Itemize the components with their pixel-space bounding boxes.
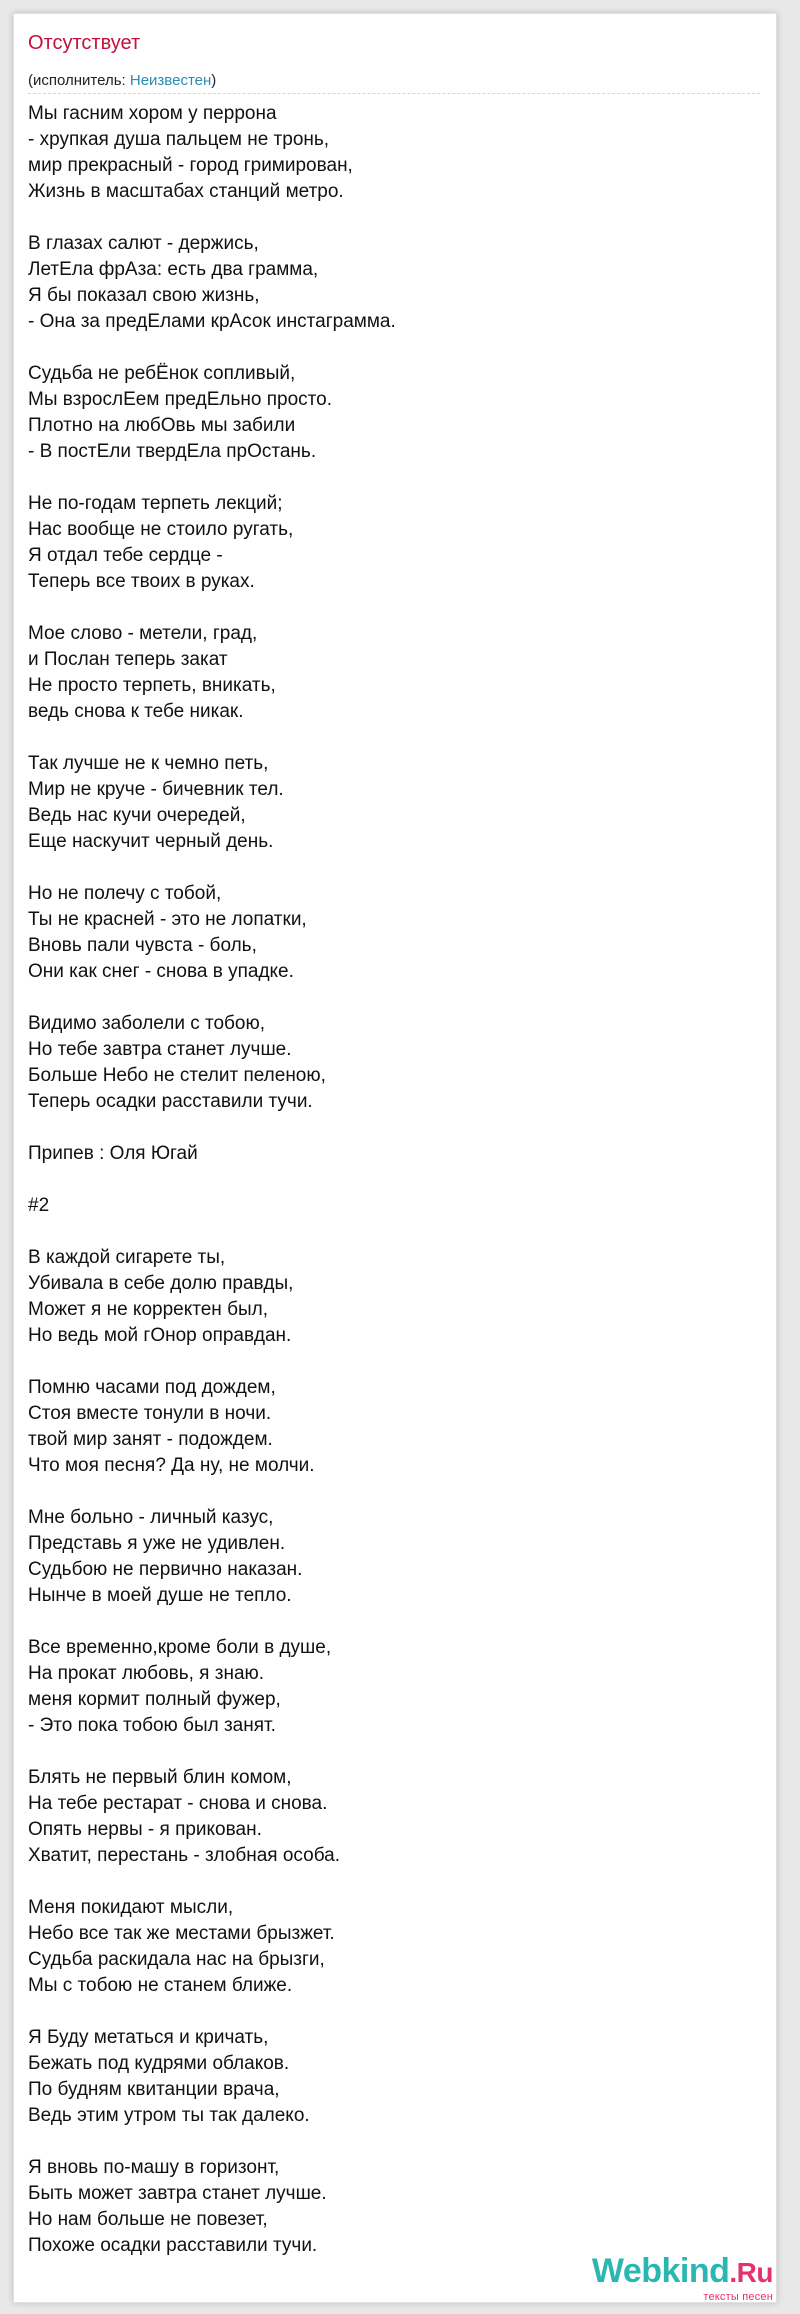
lyric-line: Но нам больше не повезет, — [28, 2209, 268, 2230]
stanza-break — [28, 1349, 748, 1375]
lyric-line: - хрупкая душа пальцем не тронь, — [28, 129, 330, 150]
stanza-break — [28, 205, 748, 231]
lyric-line: Убивала в себе долю правды, — [28, 1273, 294, 1294]
stanza-break — [28, 855, 748, 881]
lyric-line: Судьба раскидала нас на брызги, — [28, 1949, 325, 1970]
lyric-line: Жизнь в масштабах станций метро. — [28, 181, 344, 202]
logo-tagline: тексты песен — [703, 2291, 773, 2303]
lyric-line: Ты не красней - это не лопатки, — [28, 909, 307, 930]
lyric-line: Похоже осадки расставили тучи. — [28, 2235, 318, 2256]
lyric-line: Я вновь по-машу в горизонт, — [28, 2157, 280, 2178]
lyric-line: Но не полечу с тобой, — [28, 883, 222, 904]
lyric-line: В каждой сигарете ты, — [28, 1247, 226, 1268]
lyric-line: Не просто терпеть, вникать, — [28, 675, 276, 696]
lyric-line: Мне больно - личный казус, — [28, 1507, 274, 1528]
lyric-line: Видимо заболели с тобою, — [28, 1013, 266, 1034]
lyric-line: Ведь нас кучи очередей, — [28, 805, 246, 826]
lyric-line: Я бы показал свою жизнь, — [28, 285, 260, 306]
lyric-line: Опять нервы - я прикован. — [28, 1819, 262, 1840]
lyric-line: Мы с тобою не станем ближе. — [28, 1975, 293, 1996]
lyric-line: меня кормит полный фужер, — [28, 1689, 281, 1710]
stanza-break — [28, 1479, 748, 1505]
lyric-line: Но тебе завтра станет лучше. — [28, 1039, 292, 1060]
lyric-line: Нынче в моей душе не тепло. — [28, 1585, 292, 1606]
lyric-line: Так лучше не к чемно петь, — [28, 753, 269, 774]
lyric-line: Блять не первый блин комом, — [28, 1767, 292, 1788]
stanza-break — [28, 1739, 748, 1765]
lyric-line: Мы взрослЕем предЕльно просто. — [28, 389, 332, 410]
logo-brand: Webkind — [591, 2252, 730, 2290]
lyric-line: Вновь пали чувста - боль, — [28, 935, 257, 956]
lyric-line: Я Буду метаться и кричать, — [28, 2027, 269, 2048]
lyric-line: Может я не корректен был, — [28, 1299, 268, 1320]
lyric-line: Не по-годам терпеть лекций; — [28, 493, 283, 514]
lyric-line: твой мир занят - подождем. — [28, 1429, 273, 1450]
lyric-line: и Послан теперь закат — [28, 649, 228, 670]
lyric-line: В глазах салют - держись, — [28, 233, 259, 254]
lyric-line: Ведь этим утром ты так далеко. — [28, 2105, 310, 2126]
stanza-break — [28, 2129, 748, 2155]
lyric-line: #2 — [28, 1195, 50, 1216]
lyric-line: мир прекрасный - город гримирован, — [28, 155, 353, 176]
lyric-line: Небо все так же местами брызжет. — [28, 1923, 335, 1944]
lyrics-text — [28, 101, 748, 2259]
lyric-line: Все временно,кроме боли в душе, — [28, 1637, 332, 1658]
stanza-break — [28, 1869, 748, 1895]
stanza-break — [28, 1999, 748, 2025]
lyric-line: На тебе рестарат - снова и снова. — [28, 1793, 328, 1814]
lyric-line: ведь снова к тебе никак. — [28, 701, 244, 722]
lyric-line: По будням квитанции врача, — [28, 2079, 280, 2100]
performer-suffix: ) — [211, 72, 217, 89]
stanza-break — [28, 465, 748, 491]
stanza-break — [28, 725, 748, 751]
song-title: Отсутствует — [28, 32, 141, 54]
stanza-break — [28, 595, 748, 621]
lyric-line: Плотно на любОвь мы забили — [28, 415, 296, 436]
lyric-line: Теперь осадки расставили тучи. — [28, 1091, 313, 1112]
lyric-line: Представь я уже не удивлен. — [28, 1533, 286, 1554]
stanza-break — [28, 335, 748, 361]
stanza-break — [28, 1115, 748, 1141]
stanza-break — [28, 1219, 748, 1245]
lyric-line: Судьба не ребЁнок сопливый, — [28, 363, 296, 384]
lyric-line: Судьбою не первично наказан. — [28, 1559, 303, 1580]
lyric-line: - Это пока тобою был занят. — [28, 1715, 276, 1736]
lyric-line: Еще наскучит черный день. — [28, 831, 274, 852]
stanza-break — [28, 1609, 748, 1635]
lyric-line: Я отдал тебе сердце - — [28, 545, 223, 566]
performer-prefix: (исполнитель: — [28, 72, 130, 89]
lyric-line: Бежать под кудрями облаков. — [28, 2053, 290, 2074]
performer-link[interactable]: Неизвестен — [129, 72, 212, 89]
stanza-break — [28, 985, 748, 1011]
lyric-line: На прокат любовь, я знаю. — [28, 1663, 265, 1684]
performer-line — [28, 71, 216, 90]
lyric-line: Больше Небо не стелит пеленою, — [28, 1065, 326, 1086]
lyric-line: Они как снег - снова в упадке. — [28, 961, 294, 982]
lyric-line: Помню часами под дождем, — [28, 1377, 276, 1398]
lyric-line: Быть может завтра станет лучше. — [28, 2183, 327, 2204]
lyric-line: - Она за предЕлами крАсок инстаграмма. — [28, 311, 396, 332]
lyric-line: ЛетЕла фрАза: есть два грамма, — [28, 259, 319, 280]
lyric-line: Мы гасним хором у перрона — [28, 103, 277, 124]
logo-wordmark — [592, 2254, 773, 2290]
lyric-line: Стоя вместе тонули в ночи. — [28, 1403, 272, 1424]
lyric-line: Нас вообще не стоило ругать, — [28, 519, 294, 540]
lyric-line: Меня покидают мысли, — [28, 1897, 234, 1918]
lyric-line: Мое слово - метели, град, — [28, 623, 258, 644]
lyric-line: Теперь все твоих в руках. — [28, 571, 255, 592]
logo-tld: .Ru — [729, 2257, 773, 2288]
lyric-line: Припев : Оля Югай — [28, 1143, 198, 1164]
lyric-line: Мир не круче - бичевник тел. — [28, 779, 284, 800]
lyric-line: - В постЕли твердЕла прОстань. — [28, 441, 317, 462]
site-logo[interactable] — [592, 2254, 773, 2303]
stanza-break — [28, 1167, 748, 1193]
header-divider — [28, 93, 760, 94]
lyric-line: Что моя песня? Да ну, не молчи. — [28, 1455, 315, 1476]
lyric-line: Но ведь мой гОнор оправдан. — [28, 1325, 292, 1346]
lyric-line: Хватит, перестань - злобная особа. — [28, 1845, 341, 1866]
